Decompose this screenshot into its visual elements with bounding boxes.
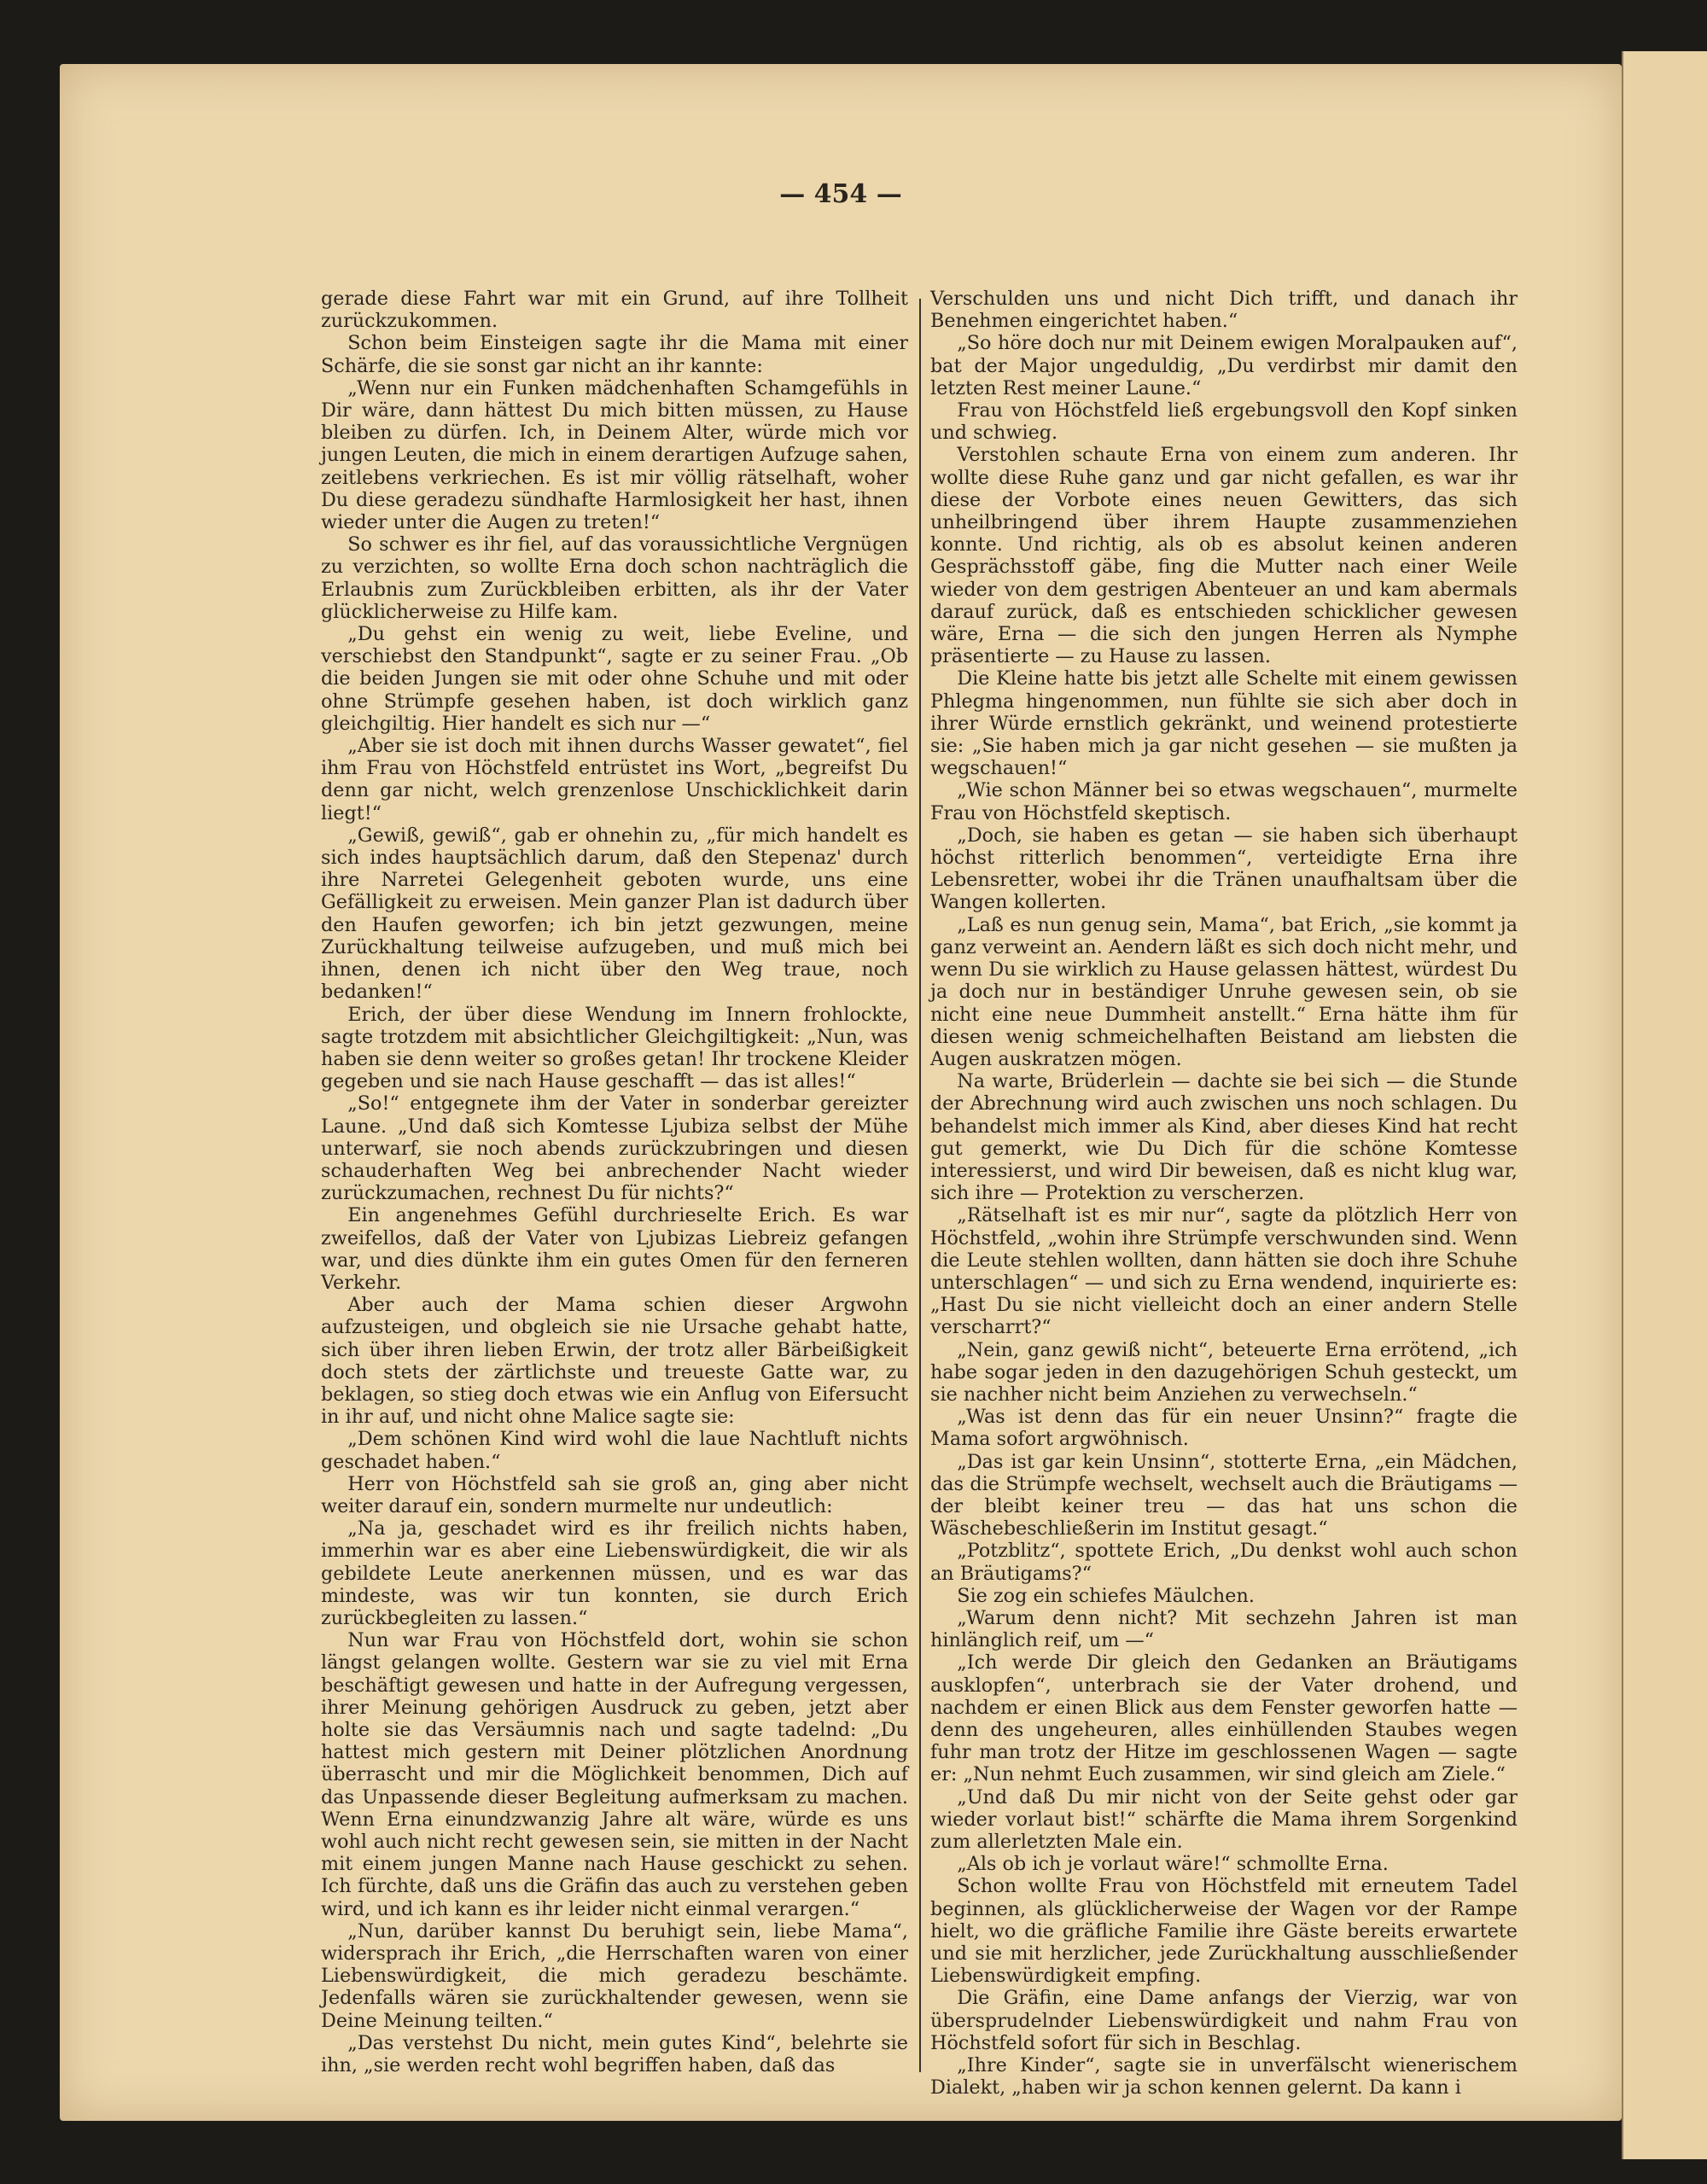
paragraph: „Wie schon Männer bei so etwas wegschauen“, murmelte Frau von Höchstfeld skeptisch.: [930, 779, 1518, 824]
paragraph: „Rätselhaft ist es mir nur“, sagte da plötzlich Herr von Höchstfeld, „wohin ihre Strümpfe verschwunden sind. Wenn die Leute stehlen wollten, dann hätten sie doch ihre Schuhe unterschlagen“ — und sich zu Erna wendend, inquirierte es: „Hast Du sie nicht vielleicht doch an einer andern Stelle verscharrt?“: [930, 1204, 1518, 1339]
paragraph: Ein angenehmes Gefühl durchrieselte Erich. Es war zweifellos, daß der Vater von Ljubizas Liebreiz gefangen war, und dies dünkte ihm ein gutes Omen für den ferneren Verkehr.: [321, 1204, 908, 1294]
paragraph: „Laß es nun genug sein, Mama“, bat Erich, „sie kommt ja ganz verweint an. Aendern läßt es sich doch nicht mehr, und wenn Du sie wirklich zu Hause gelassen hättest, würdest Du ja doch nur in beständiger Unruhe gewesen sein, ob sie nicht eine neue Dummheit anstellt.“ Erna hätte ihm für diesen wenig schmeichelhaften Beistand am liebsten die Augen auskratzen mögen.: [930, 913, 1518, 1070]
paragraph: So schwer es ihr fiel, auf das voraussichtliche Vergnügen zu verzichten, so wollte Erna doch schon nachträglich die Erlaubnis zum Zurückbleiben erbitten, als ihr der Vater glücklicherweise zu Hilfe kam.: [321, 533, 908, 623]
paragraph: „Aber sie ist doch mit ihnen durchs Wasser gewatet“, fiel ihm Frau von Höchstfeld entrüstet ins Wort, „begreifst Du denn gar nicht, welch grenzenlose Unschicklichkeit darin liegt!“: [321, 735, 908, 824]
paragraph: „Nein, ganz gewiß nicht“, beteuerte Erna errötend, „ich habe sogar jeden in den dazugehörigen Schuh gesteckt, um sie nachher nicht beim Anziehen zu verwechseln.“: [930, 1338, 1518, 1406]
paragraph: Verstohlen schaute Erna von einem zum anderen. Ihr wollte diese Ruhe ganz und gar nicht gefallen, es war ihr diese der Vorbote eines neuen Gewitters, das sich unheilbringend über ihrem Haupte zusammenziehen konnte. Und richtig, als ob es absolut keinen anderen Gesprächsstoff gäbe, fing die Mutter nach einer Weile wieder von dem gestrigen Abenteuer an und kam abermals darauf zurück, daß es entschieden schicklicher gewesen wäre, Erna — die sich den jungen Herren als Nymphe präsentierte — zu Hause zu lassen.: [930, 444, 1518, 668]
paragraph: Verschulden uns und nicht Dich trifft, und danach ihr Benehmen eingerichtet haben.“: [930, 288, 1518, 333]
paragraph: Na warte, Brüderlein — dachte sie bei sich — die Stunde der Abrechnung wird auch zwischen uns noch schlagen. Du behandelst mich immer als Kind, aber dieses Kind hat recht gut gemerkt, wie Du Dich für die schöne Komtesse interessierst, und wird Dir beweisen, daß es nicht klug war, sich ihre — Protektion zu verscherzen.: [930, 1070, 1518, 1205]
paragraph: „Dem schönen Kind wird wohl die laue Nachtluft nichts geschadet haben.“: [321, 1428, 908, 1473]
adjacent-page-edge: [1622, 51, 1707, 2159]
paragraph: „Doch, sie haben es getan — sie haben sich überhaupt höchst ritterlich benommen“, verteidigte Erna ihre Lebensretter, wobei ihr die Tränen unaufhaltsam über die Wangen kollerten.: [930, 824, 1518, 914]
paragraph: „Das ist gar kein Unsinn“, stotterte Erna, „ein Mädchen, das die Strümpfe wechselt, wechselt auch die Bräutigams — der bleibt keiner treu — das hat uns schon die Wäschebeschließerin im Institut gesagt.“: [930, 1450, 1518, 1540]
paragraph: „Nun, darüber kannst Du beruhigt sein, liebe Mama“, widersprach ihr Erich, „die Herrschaften waren von einer Liebenswürdigkeit, die mich geradezu beschämte. Jedenfalls wären sie zurückhaltender gewesen, wenn sie Deine Meinung teilten.“: [321, 1919, 908, 2032]
newspaper-page: [60, 64, 1622, 2121]
paragraph: „Und daß Du mir nicht von der Seite gehst oder gar wieder vorlaut bist!“ schärfte die Mama ihrem Sorgenkind zum allerletzten Male ein.: [930, 1785, 1518, 1854]
paragraph: Aber auch der Mama schien dieser Argwohn aufzusteigen, und obgleich sie nie Ursache gehabt hatte, sich über ihren lieben Erwin, der trotz aller Bärbeißigkeit doch stets der zärtlichste und treueste Gatte war, zu beklagen, so stieg doch etwas wie ein Anflug von Eifersucht in ihr auf, und nicht ohne Malice sagte sie:: [321, 1294, 908, 1429]
paragraph: Nun war Frau von Höchstfeld dort, wohin sie schon längst gelangen wollte. Gestern war sie zu viel mit Erna beschäftigt gewesen und hatte in der Aufregung vergessen, ihrer Meinung gehörigen Ausdruck zu geben, jetzt aber holte sie das Versäumnis nach und sagte tadelnd: „Du hattest mich gestern mit Deiner plötzlichen Anordnung überrascht und mir die Möglichkeit benommen, Dich auf das Unpassende dieser Begleitung aufmerksam zu machen. Wenn Erna einundzwanzig Jahre alt wäre, würde es uns wohl auch nicht recht gewesen sein, sie mitten in der Nacht mit einem jungen Manne nach Hause geschickt zu sehen. Ich fürchte, daß uns die Gräfin das auch zu verstehen geben wird, und ich kann es ihr leider nicht einmal verargen.“: [321, 1629, 908, 1920]
paragraph: Herr von Höchstfeld sah sie groß an, ging aber nicht weiter darauf ein, sondern murmelte nur undeutlich:: [321, 1472, 908, 1517]
paragraph: „Potzblitz“, spottete Erich, „Du denkst wohl auch schon an Bräutigams?“: [930, 1540, 1518, 1585]
paragraph: „So höre doch nur mit Deinem ewigen Moralpauken auf“, bat der Major ungeduldig, „Du verdirbst mir damit den letzten Rest meiner Laune.“: [930, 332, 1518, 399]
paragraph: „Na ja, geschadet wird es ihr freilich nichts haben, immerhin war es aber eine Liebenswürdigkeit, die wir als gebildete Leute anerkennen müssen, und es war das mindeste, was wir tun konnten, sie durch Erich zurückbegleiten zu lassen.“: [321, 1517, 908, 1629]
paragraph: „So!“ entgegnete ihm der Vater in sonderbar gereizter Laune. „Und daß sich Komtesse Ljubiza selbst der Mühe unterwarf, sie noch abends zurückzubringen und diesen schauderhaften Weg bei anbrechender Nacht wieder zurückzumachen, rechnest Du für nichts?“: [321, 1092, 908, 1205]
paragraph: „Ich werde Dir gleich den Gedanken an Bräutigams ausklopfen“, unterbrach sie der Vater drohend, und nachdem er einen Blick aus dem Fenster geworfen hatte — denn des ungeheuren, alles einhüllenden Staubes wegen fuhr man trotz der Hitze im geschlossenen Wagen — sagte er: „Nun nehmt Euch zusammen, wir sind gleich am Ziele.“: [930, 1651, 1518, 1786]
paragraph: „Gewiß, gewiß“, gab er ohnehin zu, „für mich handelt es sich indes hauptsächlich darum, daß den Stepenaz' durch ihre Narretei Gelegenheit geboten wurde, uns eine Gefälligkeit zu erweisen. Mein ganzer Plan ist dadurch über den Haufen geworfen; ich bin jetzt gezwungen, meine Zurückhaltung teilweise aufzugeben, und muß mich bei ihnen, denen ich nicht über den Weg traue, noch bedanken!“: [321, 824, 908, 1004]
page-number: — 454 —: [779, 179, 902, 209]
paragraph: „Das verstehst Du nicht, mein gutes Kind“, belehrte sie ihn, „sie werden recht wohl begriffen haben, daß das: [321, 2031, 908, 2077]
left-column: [321, 288, 908, 2076]
paragraph: „Ihre Kinder“, sagte sie in unverfälscht wienerischem Dialekt, „haben wir ja schon kennen gelernt. Da kann i: [930, 2054, 1518, 2100]
paragraph: „Was ist denn das für ein neuer Unsinn?“ fragte die Mama sofort argwöhnisch.: [930, 1406, 1518, 1451]
paragraph: Sie zog ein schiefes Mäulchen.: [957, 1584, 1255, 1607]
paragraph: „Wenn nur ein Funken mädchenhaften Schamgefühls in Dir wäre, dann hättest Du mich bitten müssen, zu Hause bleiben zu dürfen. Ich, in Deinem Alter, würde mich vor jungen Leuten, die mich in einem derartigen Aufzuge sahen, zeitlebens verkriechen. Es ist mir völlig rätselhaft, woher Du diese geradezu sündhafte Harmlosigkeit her hast, ihnen wieder unter die Augen zu treten!“: [321, 376, 908, 534]
paragraph: Schon beim Einsteigen sagte ihr die Mama mit einer Schärfe, die sie sonst gar nicht an ihr kannte:: [321, 332, 908, 377]
paragraph: „Warum denn nicht? Mit sechzehn Jahren ist man hinlänglich reif, um —“: [930, 1606, 1518, 1652]
paragraph: Erich, der über diese Wendung im Innern frohlockte, sagte trotzdem mit absichtlicher Gleichgiltigkeit: „Nun, was haben sie denn weiter so großes getan! Ihr trockene Kleider gegeben und sie nach Hause geschafft — das ist alles!“: [321, 1003, 908, 1093]
paragraph: Die Kleine hatte bis jetzt alle Schelte mit einem gewissen Phlegma hingenommen, nun fühlte sie sich aber doch in ihrer Würde ernstlich gekränkt, und weinend protestierte sie: „Sie haben mich ja gar nicht gesehen — sie mußten ja wegschauen!“: [930, 667, 1518, 780]
column-divider: [919, 299, 921, 2072]
paragraph: „Als ob ich je vorlaut wäre!“ schmollte Erna.: [957, 1853, 1389, 1876]
paragraph: „Du gehst ein wenig zu weit, liebe Eveline, und verschiebst den Standpunkt“, sagte er zu seiner Frau. „Ob die beiden Jungen sie mit oder ohne Schuhe und mit oder ohne Strümpfe gesehen haben, ist doch wirklich ganz gleichgiltig. Hier handelt es sich nur —“: [321, 623, 908, 735]
paragraph: Frau von Höchstfeld ließ ergebungsvoll den Kopf sinken und schwieg.: [930, 399, 1518, 445]
paragraph: Schon wollte Frau von Höchstfeld mit erneutem Tadel beginnen, als glücklicherweise der Wagen vor der Rampe hielt, wo die gräfliche Familie ihre Gäste bereits erwartete und sie mit herzlicher, jede Zurückhaltung ausschließender Liebenswürdigkeit empfing.: [930, 1875, 1518, 1988]
paragraph: Die Gräfin, eine Dame anfangs der Vierzig, war von übersprudelnder Liebenswürdigkeit und nahm Frau von Höchstfeld sofort für sich in Beschlag.: [930, 1987, 1518, 2054]
paragraph: gerade diese Fahrt war mit ein Grund, auf ihre Tollheit zurückzukommen.: [321, 288, 908, 333]
right-column: [930, 288, 1518, 2099]
